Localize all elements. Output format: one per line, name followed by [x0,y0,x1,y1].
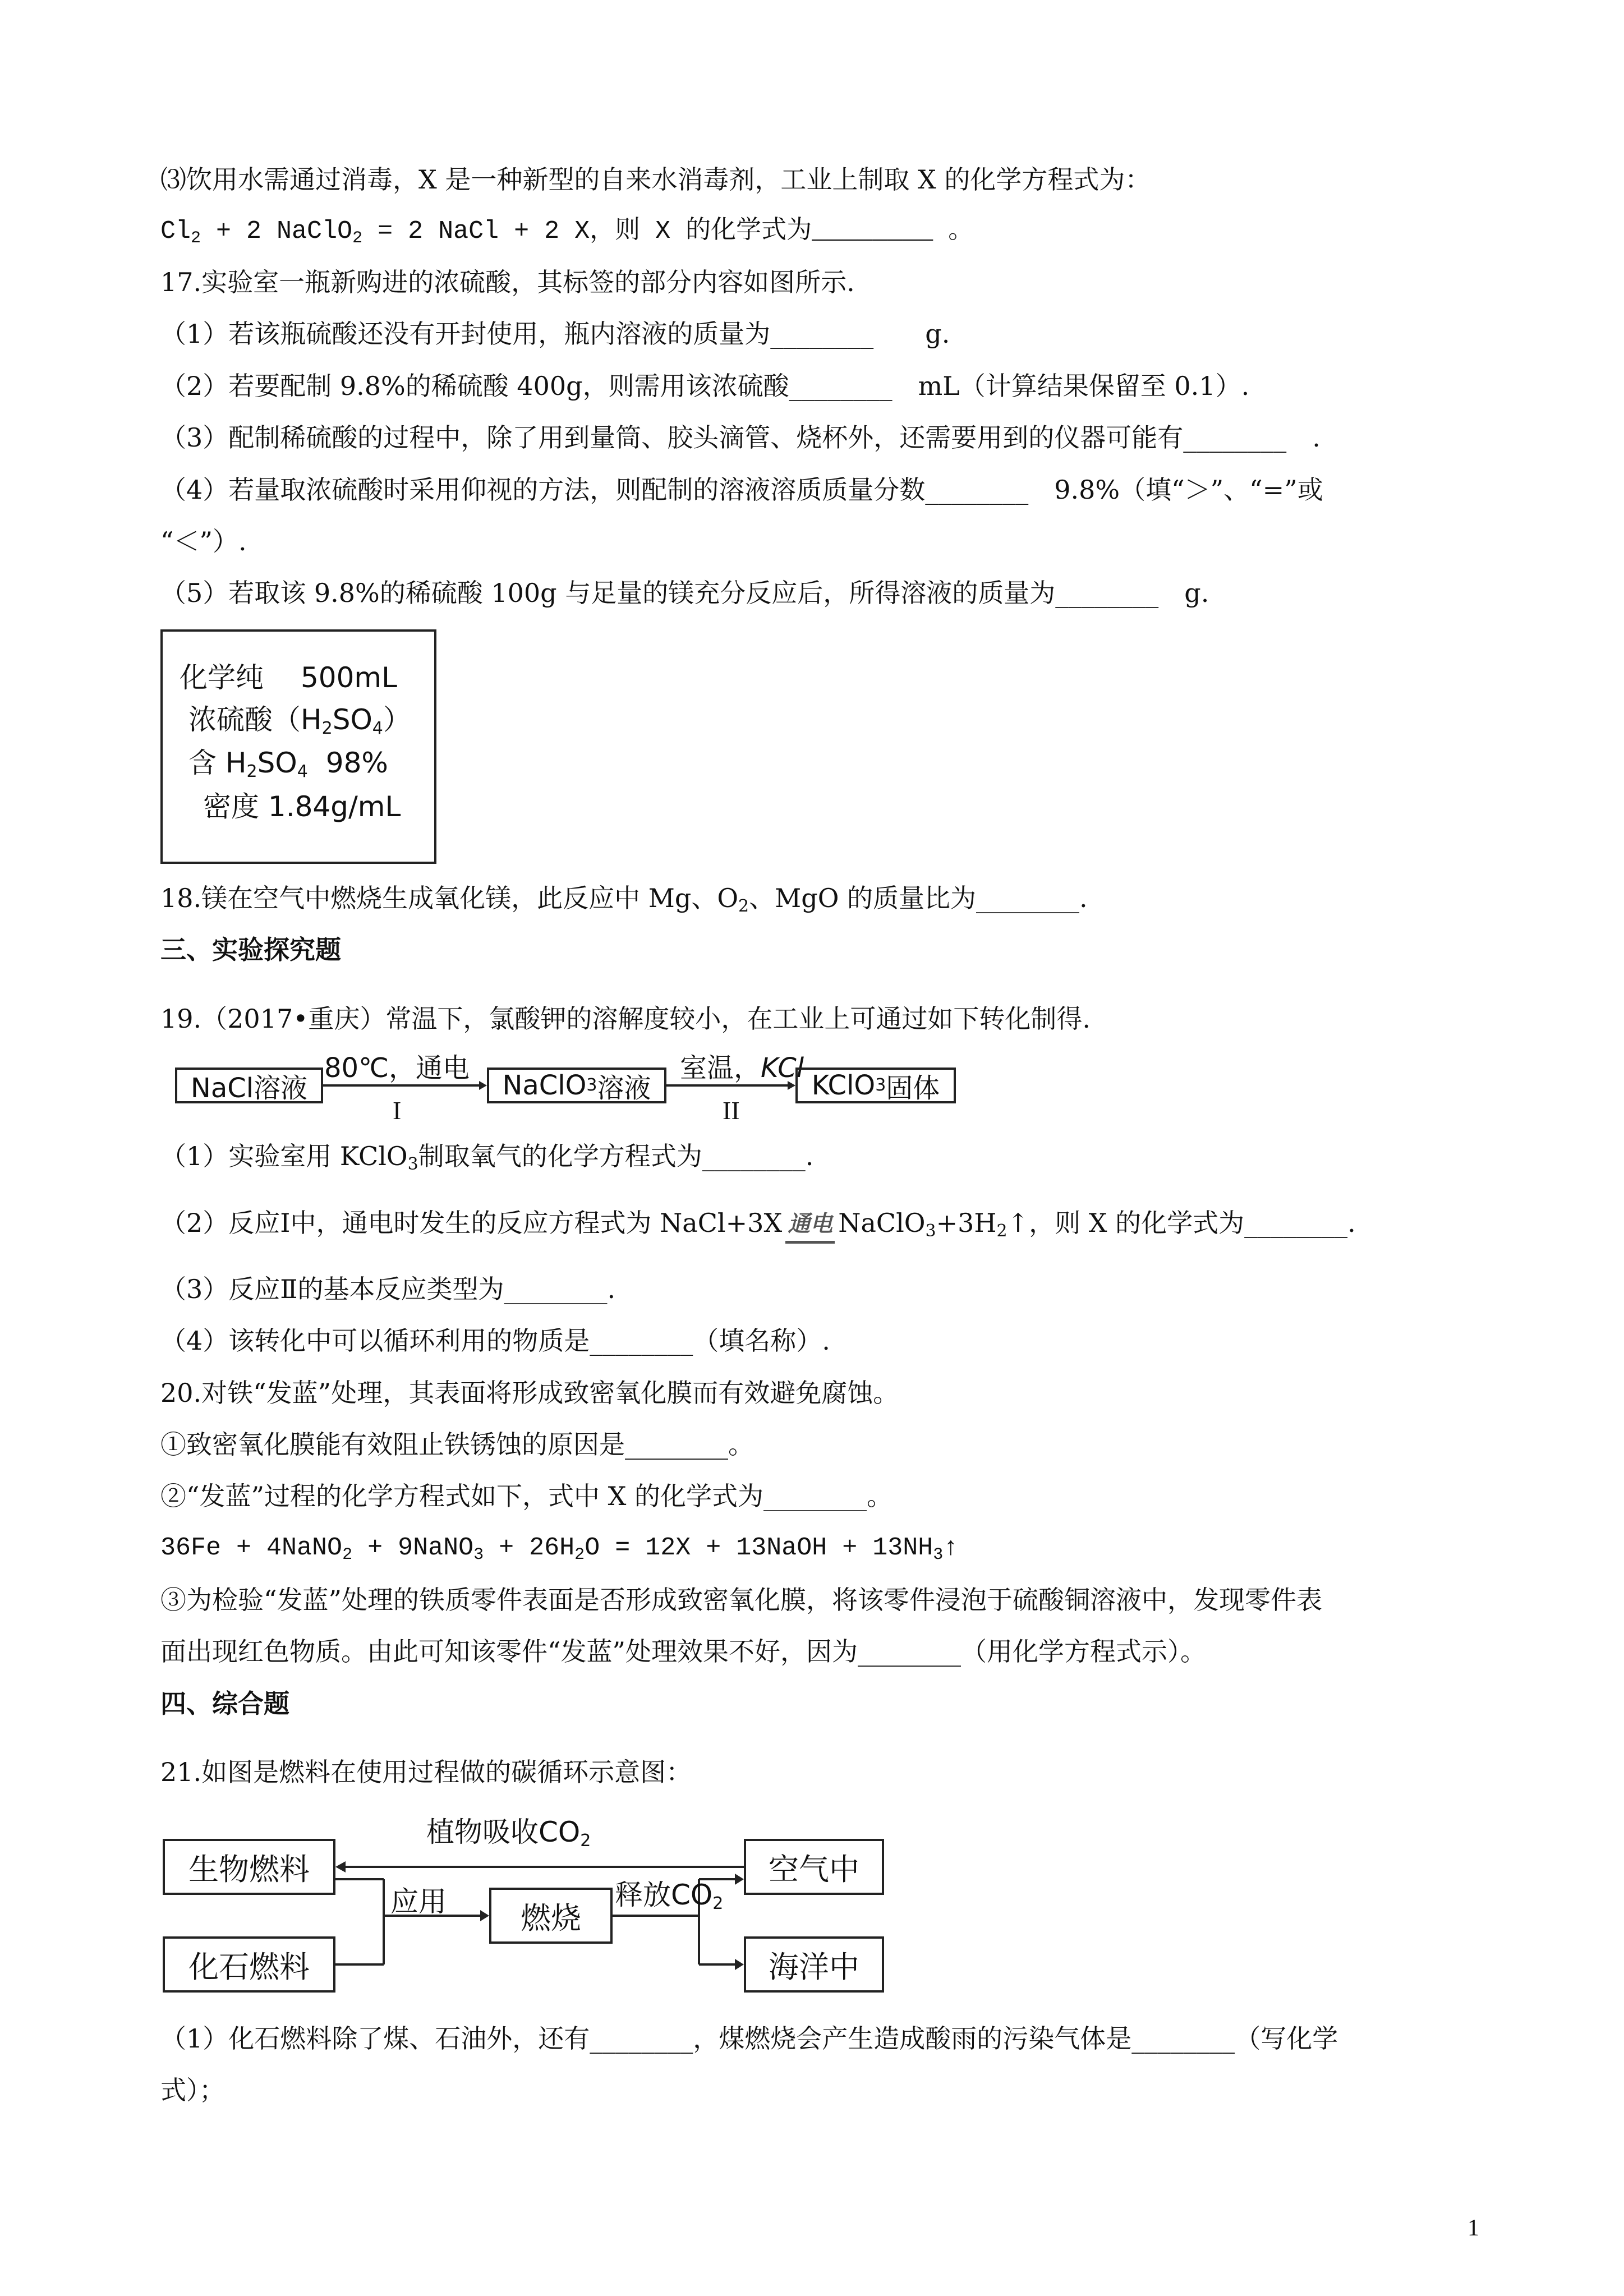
flow-state: 固体 [886,1072,940,1104]
label-grade: 化学纯 [180,661,264,694]
subscript: 2 [352,229,363,248]
eq-term: + 26H [484,1534,575,1562]
q20-part2: ②“发蓝”过程的化学方程式如下，式中 X 的化学式为________。 [160,1481,893,1511]
subscript: 3 [407,1154,418,1174]
q19-part4: （4）该转化中可以循环利用的物质是________（填名称）. [160,1326,830,1356]
eq-term: = 2 NaCl + 2 X，则 X 的化学式为________ 。 [362,217,974,246]
q19-part2 [160,1206,1356,1244]
q17-part1: （1）若该瓶硫酸还没有开封使用，瓶内溶液的质量为________ g. [160,319,950,349]
subscript: 2 [246,762,257,781]
q18-text [160,881,1088,915]
electrolysis-condition-image: 通电 [785,1207,835,1244]
label-use: 应用 [390,1885,447,1918]
q21-stem: 21.如图是燃料在使用过程做的碳循环示意图： [160,1757,692,1787]
q19-part1 [160,1139,813,1173]
q19-part2-a: （2）反应Ⅰ中，通电时发生的反应方程式为 NaCl+3X [160,1208,783,1238]
q21-part1-cont: 式）； [160,2075,225,2105]
label-name: 浓硫酸（H [188,703,322,736]
label-plant-absorb-text: 植物吸收CO [426,1816,581,1848]
flow-box-nacl-solution: NaCl溶液 [175,1068,323,1103]
subscript: 2 [712,1894,724,1913]
node-ocean: 海洋中 [744,1936,884,1993]
kclo3-process-flow [175,1046,972,1130]
eq-term: 36Fe + 4NaNO [160,1534,343,1562]
subscript: 4 [297,762,308,781]
q17-part4-cont: “＜”）. [160,526,247,556]
label-plant-absorb [426,1810,591,1850]
q20-part1: ①致密氧化膜能有效阻止铁锈蚀的原因是________。 [160,1429,754,1460]
label-release [615,1872,723,1913]
flow-formula: KClO [811,1070,876,1101]
flow-arrow-2 [666,1080,795,1091]
reagent-label-figure [160,629,436,864]
node-combustion: 燃烧 [489,1888,613,1944]
flow-condition-1: 80℃，通电 [324,1052,470,1084]
subscript: 2 [191,229,201,248]
label-grade-row [180,661,397,694]
carbon-cycle-diagram [160,1801,901,2003]
q17-part3: （3）配制稀硫酸的过程中，除了用到量筒、胶头滴管、烧杯外，还需要用到的仪器可能有________ . [160,422,1321,453]
label-volume: 500mL [301,661,397,694]
q17-stem: 17.实验室一瓶新购进的浓硫酸，其标签的部分内容如图所示. [160,267,855,297]
subscript: 2 [996,1221,1007,1241]
label-paren: ） [383,703,411,736]
eq-term: O = 12X + 13NaOH + 13NH [585,1534,933,1562]
q17-part2: （2）若要配制 9.8%的稀硫酸 400g，则需用该浓硫酸________ mL（计算结果保留至 0.1）. [160,371,1250,401]
label-formula-part: SO [257,747,297,779]
subscript: 2 [738,896,749,916]
label-percent: 98% [325,747,388,779]
flow-state: 溶液 [597,1072,651,1104]
eq-term: + 2 NaClO [201,217,353,246]
q20-stem: 20.对铁“发蓝”处理，其表面将形成致密氧化膜而有效避免腐蚀。 [160,1378,899,1408]
q21-part1: （1）化石燃料除了煤、石油外，还有________，煤燃烧会产生造成酸雨的污染气体是________（写化学 [160,2023,1338,2054]
q19-part2-c: +3H [936,1208,997,1238]
q20-part3: ③为检验“发蓝”处理的铁质零件表面是否形成致密氧化膜，将该零件浸泡于硫酸铜溶液中，发现零件表 [160,1585,1323,1615]
q18-part-b: 、MgO 的质量比为________. [749,883,1088,913]
subscript: 3 [933,1545,944,1565]
label-release-text: 释放CO [615,1879,713,1911]
q17-part4: （4）若量取浓硫酸时采用仰视的方法，则配制的溶液溶质质量分数________ 9.8%（填“＞”、“=”或 [160,475,1323,505]
q20-part3-cont: 面出现红色物质。由此可知该零件“发蓝”处理效果不好，因为________（用化学方程式示）。 [160,1636,1207,1667]
flow-reagent: KCl [761,1052,804,1084]
eq-term: ↑ [943,1534,959,1562]
section-three-heading: 三、实验探究题 [160,935,341,965]
node-fossil-fuel: 化石燃料 [163,1936,335,1993]
label-formula-part: SO [332,703,372,736]
q19-part2-b: NaClO [838,1208,926,1238]
q19-part1-a: （1）实验室用 KClO [160,1141,408,1171]
node-air: 空气中 [744,1839,884,1895]
q16-part3-text: ⑶饮用水需通过消毒，X 是一种新型的自来水消毒剂，工业上制取 X 的化学方程式为： [160,164,1151,195]
eq-term: + 9NaNO [352,1534,474,1562]
label-content: 含 H [188,747,247,779]
q20-equation [160,1531,958,1565]
flow-box-kclo3-solid: KClO 3 固体 [795,1068,956,1103]
label-name-row [188,703,411,737]
page-number: 1 [1467,2215,1479,2241]
subscript: 4 [372,719,383,738]
q16-equation [160,215,973,249]
subscript: 2 [321,719,333,738]
q17-part5: （5）若取该 9.8%的稀硫酸 100g 与足量的镁充分反应后，所得溶液的质量为________ g. [160,578,1209,608]
flow-step-2-label: II [723,1096,740,1125]
q19-part2-d: ↑，则 X 的化学式为________. [1007,1208,1356,1238]
subscript: 3 [925,1221,936,1241]
q19-part1-b: 制取氧气的化学方程式为________. [418,1141,814,1171]
flow-step-1-label: I [393,1096,402,1125]
subscript: 2 [574,1545,585,1565]
flow-formula: NaClO [502,1070,587,1101]
node-biofuel: 生物燃料 [163,1839,335,1895]
eq-term: Cl [160,217,191,246]
q19-part3: （3）反应Ⅱ的基本反应类型为________. [160,1274,616,1304]
label-content-row [188,746,388,780]
flow-arrow-1 [323,1080,487,1091]
q19-stem: 19.（2017•重庆）常温下，氯酸钾的溶解度较小，在工业上可通过如下转化制得. [160,1004,1091,1034]
subscript: 3 [473,1545,484,1565]
subscript: 2 [342,1545,353,1565]
section-four-heading: 四、综合题 [160,1688,289,1719]
flow-condition-2 [680,1046,804,1085]
flow-box-naclo3-solution: NaClO 3 溶液 [487,1068,666,1103]
flow-condition-text: 室温， [680,1052,761,1084]
label-density-row: 密度 1.84g/mL [203,790,401,823]
q18-part-a: 18.镁在空气中燃烧生成氧化镁，此反应中 Mg、O [160,883,739,913]
subscript: 2 [580,1831,591,1851]
